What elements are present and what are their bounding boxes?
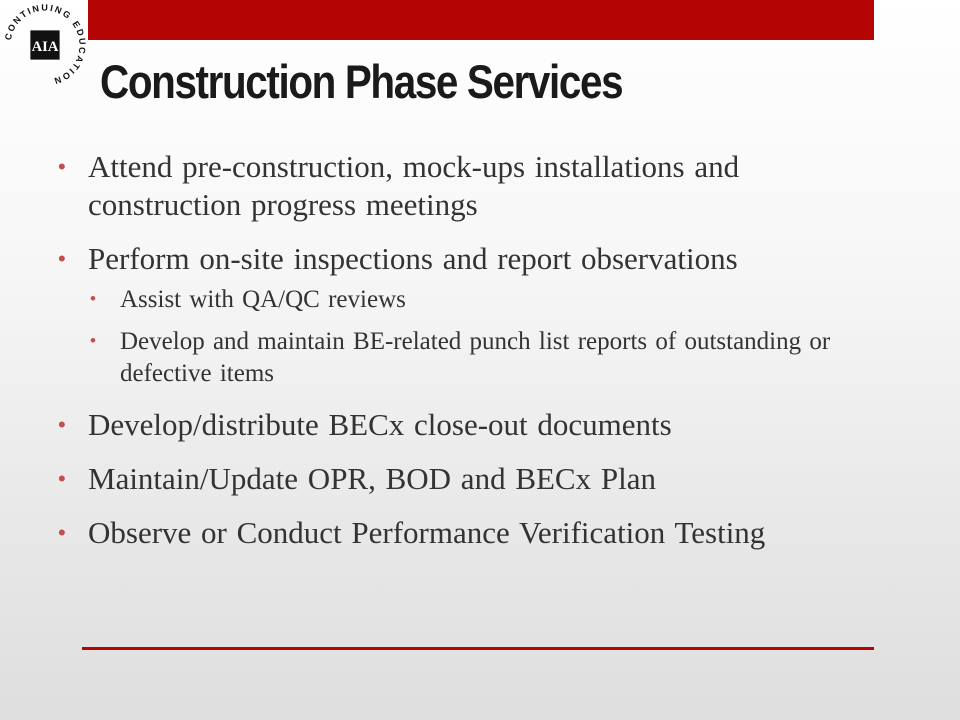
aia-continuing-education-logo — [2, 2, 88, 88]
bullet-dot-icon: • — [58, 466, 66, 491]
bullet-text: Maintain/Update OPR, BOD and BECx Plan — [88, 461, 656, 496]
bullet-item — [58, 240, 888, 278]
bullet-dot-icon: • — [90, 289, 96, 308]
bullet-item — [58, 460, 888, 498]
bullet-text: Observe or Conduct Performance Verification Testing — [88, 515, 766, 550]
top-accent-bar — [88, 0, 874, 40]
sub-bullet-text: Develop and maintain BE-related punch list reports of outstanding or defective items — [120, 328, 831, 387]
bullet-dot-icon: • — [58, 412, 66, 437]
slide-title: Construction Phase Services — [100, 55, 623, 108]
bullet-item — [58, 148, 888, 224]
bullet-item — [58, 406, 888, 444]
sub-bullet-text: Assist with QA/QC reviews — [120, 286, 406, 313]
logo-mark: AIA — [31, 39, 59, 56]
bullet-text: Develop/distribute BECx close-out documents — [88, 407, 672, 442]
bullet-list — [58, 148, 888, 568]
bullet-dot-icon: • — [58, 520, 66, 545]
bullet-dot-icon: • — [90, 331, 96, 350]
bullet-text: Perform on-site inspections and report observations — [88, 241, 738, 276]
bullet-dot-icon: • — [58, 246, 66, 271]
sub-bullet-list — [90, 284, 888, 390]
logo-ring-text: CONTINUING EDUCATION — [2, 2, 88, 87]
bullet-text: Attend pre-construction, mock-ups installations and construction progress meetings — [88, 149, 740, 222]
sub-bullet-item — [90, 284, 888, 316]
sub-bullet-item — [90, 326, 888, 390]
bullet-dot-icon: • — [58, 154, 66, 179]
bullet-item — [58, 514, 888, 552]
bottom-accent-line — [82, 647, 874, 650]
